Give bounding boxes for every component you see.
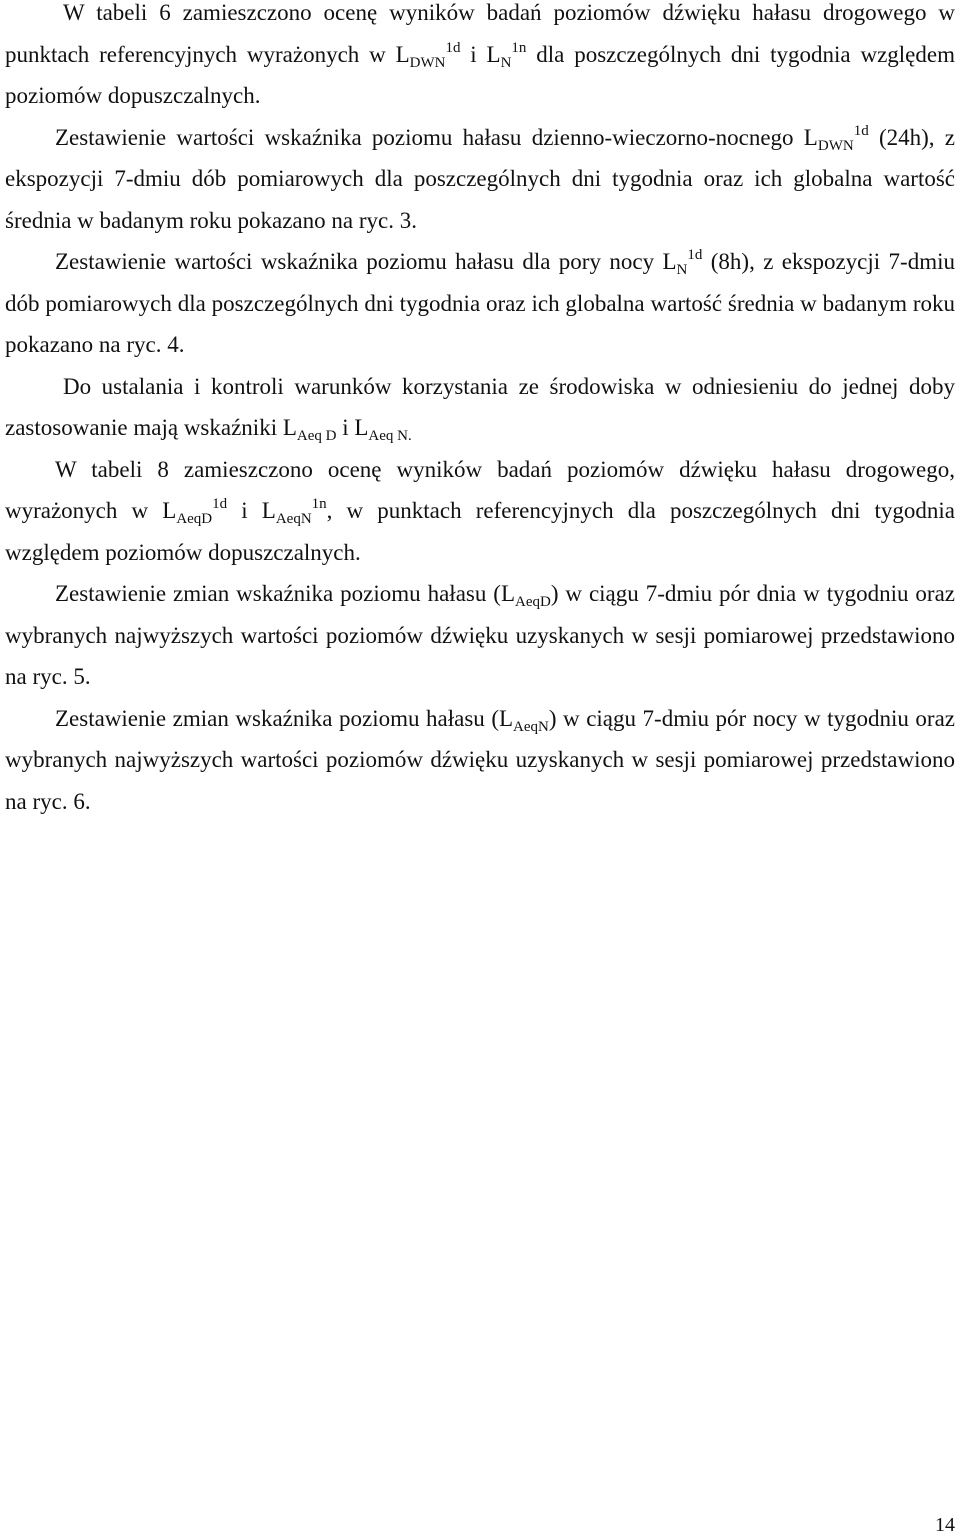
superscript: 1d [445, 39, 461, 56]
text-run: Zestawienie wartości wskaźnika poziomu hałasu dzienno-wieczorno-nocnego L [55, 124, 818, 150]
text-run: i L [460, 41, 501, 67]
text-run: dla poszczególnych dni tygodnia względem poziomów dopuszczalnych. [5, 41, 955, 108]
paragraph-fig-6 [5, 698, 955, 823]
page-number: 14 [935, 1514, 955, 1536]
paragraph-table-6 [5, 0, 955, 117]
paragraph-fig-4 [5, 241, 955, 366]
text-run: W tabeli 6 zamieszczono ocenę wyników badań poziomów dźwięku hałasu drogowego w punktach referencyjnych wyrażonych w L [5, 0, 955, 67]
paragraph-table-8 [5, 449, 955, 574]
text-run: ) w ciągu 7-dmiu pór dnia w tygodniu oraz wybranych najwyższych wartości poziomów dźwięku uzyskanych w sesji pomiarowej przedstawiono na ryc. 5. [5, 581, 956, 689]
superscript: 1n [511, 39, 527, 56]
superscript: 1d [687, 247, 703, 263]
text-run: Zestawienie wartości wskaźnika poziomu hałasu dla pory nocy L [55, 249, 677, 274]
superscript: 1n [311, 496, 327, 512]
text-run: i L [336, 415, 369, 440]
subscript: Aeq D [296, 428, 337, 444]
document-body [5, 0, 955, 822]
subscript: N [676, 262, 688, 278]
superscript: 1d [853, 122, 869, 139]
text-run: ) w ciągu 7-dmiu pór nocy w tygodniu oraz wybranych najwyższych wartości poziomów dźwięku uzyskanych w sesji pomiarowej przedstawiono na ryc. 6. [5, 705, 955, 814]
superscript: 1d [212, 496, 228, 512]
text-run: Zestawienie zmian wskaźnika poziomu hałasu (L [55, 581, 515, 606]
subscript: AeqD [176, 511, 213, 527]
subscript: DWN [817, 137, 854, 154]
paragraph-fig-5 [5, 573, 955, 698]
subscript: AeqN [513, 718, 549, 735]
subscript: DWN [409, 54, 446, 71]
text-run: (8h), z ekspozycji 7-dmiu dób pomiarowych dla poszczególnych dni tygodnia oraz ich globalna wartość średnia w badanym roku pokazano na ryc. 4. [5, 249, 955, 357]
subscript: AeqN [275, 511, 312, 527]
paragraph-fig-3 [5, 117, 955, 242]
text-run: Do ustalania i kontroli warunków korzystania ze środowiska w odniesieniu do jednej doby zastosowanie mają wskaźniki L [5, 373, 955, 440]
text-run: Zestawienie zmian wskaźnika poziomu hałasu (L [55, 705, 514, 731]
text-run: (24h), z ekspozycji 7-dmiu dób pomiarowych dla poszczególnych dni tygodnia oraz ich globalna wartość średnia w badanym roku pokazano na ryc. 3. [5, 124, 956, 233]
text-run: i L [227, 498, 276, 523]
text-run: W tabeli 8 zamieszczono ocenę wyników badań poziomów dźwięku hałasu drogowego, wyrażonych w L [5, 456, 955, 523]
paragraph-indicators [5, 366, 955, 449]
subscript: N [500, 54, 512, 71]
text-run: , w punktach referencyjnych dla poszczególnych dni tygodnia względem poziomów dopuszczalnych. [5, 498, 955, 565]
subscript: Aeq N. [368, 428, 412, 444]
subscript: AeqD [515, 594, 551, 610]
